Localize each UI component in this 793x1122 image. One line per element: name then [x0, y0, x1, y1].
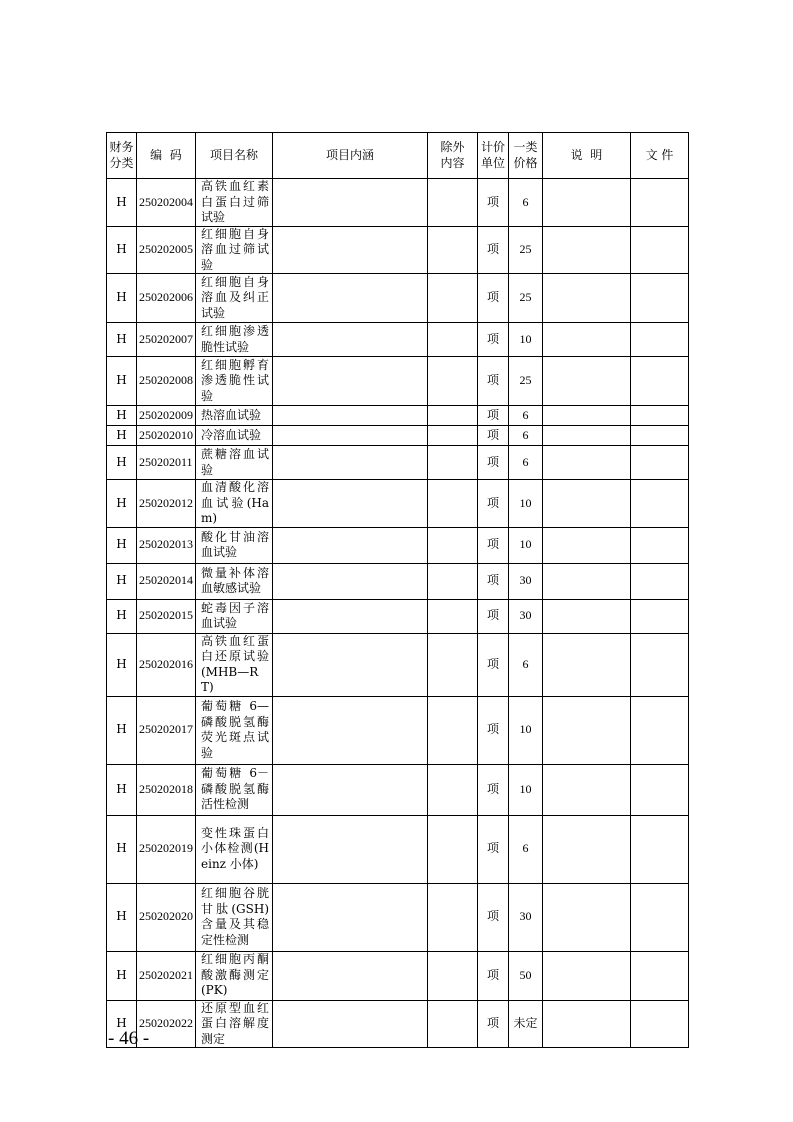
category-cell: H: [107, 406, 137, 426]
content-cell: [273, 226, 428, 274]
content-cell: [273, 480, 428, 528]
price-cell: 30: [509, 599, 543, 633]
name-cell: 变性珠蛋白小体检测(Heinz 小体): [196, 815, 273, 883]
note-cell: [543, 226, 631, 274]
price-cell: 30: [509, 563, 543, 599]
content-cell: [273, 426, 428, 446]
note-cell: [543, 764, 631, 815]
name-cell: 红细胞渗透脆性试验: [196, 323, 273, 357]
doc-cell: [631, 323, 689, 357]
content-cell: [273, 696, 428, 764]
price-cell: 10: [509, 323, 543, 357]
name-cell: 微量补体溶血敏感试验: [196, 563, 273, 599]
table-row: [107, 179, 689, 227]
doc-cell: [631, 764, 689, 815]
code-cell: 250202013: [137, 527, 196, 563]
unit-cell: 项: [478, 226, 509, 274]
content-cell: [273, 179, 428, 227]
header-unit: 计价单位: [478, 133, 509, 179]
excluded-cell: [428, 696, 478, 764]
note-cell: [543, 633, 631, 696]
doc-cell: [631, 696, 689, 764]
category-cell: H: [107, 599, 137, 633]
price-cell: 10: [509, 696, 543, 764]
doc-cell: [631, 406, 689, 426]
content-cell: [273, 357, 428, 406]
name-cell: 热溶血试验: [196, 406, 273, 426]
price-cell: 10: [509, 764, 543, 815]
note-cell: [543, 1000, 631, 1048]
table-row: [107, 527, 689, 563]
doc-cell: [631, 815, 689, 883]
unit-cell: 项: [478, 179, 509, 227]
unit-cell: 项: [478, 883, 509, 951]
unit-cell: 项: [478, 563, 509, 599]
excluded-cell: [428, 426, 478, 446]
unit-cell: 项: [478, 951, 509, 1000]
price-cell: 6: [509, 426, 543, 446]
doc-cell: [631, 226, 689, 274]
header-doc: 文 件: [631, 133, 689, 179]
header-excluded: 除外内容: [428, 133, 478, 179]
price-cell: 未定: [509, 1000, 543, 1048]
unit-cell: 项: [478, 1000, 509, 1048]
table-row: [107, 406, 689, 426]
code-cell: 250202012: [137, 480, 196, 528]
doc-cell: [631, 883, 689, 951]
table-row: [107, 274, 689, 323]
header-category: 财务分类: [107, 133, 137, 179]
code-cell: 250202009: [137, 406, 196, 426]
table-row: [107, 815, 689, 883]
excluded-cell: [428, 527, 478, 563]
content-cell: [273, 406, 428, 426]
table-row: [107, 951, 689, 1000]
table-row: [107, 426, 689, 446]
code-cell: 250202005: [137, 226, 196, 274]
unit-cell: 项: [478, 599, 509, 633]
doc-cell: [631, 426, 689, 446]
content-cell: [273, 446, 428, 480]
doc-cell: [631, 274, 689, 323]
code-cell: 250202018: [137, 764, 196, 815]
content-cell: [273, 1000, 428, 1048]
note-cell: [543, 446, 631, 480]
excluded-cell: [428, 406, 478, 426]
category-cell: H: [107, 696, 137, 764]
note-cell: [543, 480, 631, 528]
excluded-cell: [428, 633, 478, 696]
code-cell: 250202017: [137, 696, 196, 764]
excluded-cell: [428, 599, 478, 633]
note-cell: [543, 599, 631, 633]
unit-cell: 项: [478, 274, 509, 323]
excluded-cell: [428, 274, 478, 323]
doc-cell: [631, 527, 689, 563]
excluded-cell: [428, 179, 478, 227]
content-cell: [273, 563, 428, 599]
name-cell: 红细胞谷胱甘肽(GSH)含量及其稳定性检测: [196, 883, 273, 951]
table-row: [107, 226, 689, 274]
unit-cell: 项: [478, 633, 509, 696]
category-cell: H: [107, 179, 137, 227]
excluded-cell: [428, 1000, 478, 1048]
unit-cell: 项: [478, 426, 509, 446]
unit-cell: 项: [478, 323, 509, 357]
code-cell: 250202015: [137, 599, 196, 633]
content-cell: [273, 274, 428, 323]
doc-cell: [631, 179, 689, 227]
code-cell: 250202004: [137, 179, 196, 227]
code-cell: 250202021: [137, 951, 196, 1000]
name-cell: 高铁血红蛋白还原试验(MHB—RT): [196, 633, 273, 696]
price-cell: 30: [509, 883, 543, 951]
doc-cell: [631, 357, 689, 406]
excluded-cell: [428, 951, 478, 1000]
name-cell: 葡萄糖 6－磷酸脱氢酶活性检测: [196, 764, 273, 815]
category-cell: H: [107, 764, 137, 815]
table-row: [107, 599, 689, 633]
name-cell: 蔗糖溶血试验: [196, 446, 273, 480]
name-cell: 红细胞自身溶血及纠正试验: [196, 274, 273, 323]
note-cell: [543, 527, 631, 563]
table-row: [107, 1000, 689, 1048]
note-cell: [543, 323, 631, 357]
doc-cell: [631, 951, 689, 1000]
content-cell: [273, 633, 428, 696]
header-price: 一类价格: [509, 133, 543, 179]
doc-cell: [631, 446, 689, 480]
unit-cell: 项: [478, 480, 509, 528]
price-cell: 25: [509, 357, 543, 406]
code-cell: 250202008: [137, 357, 196, 406]
content-cell: [273, 599, 428, 633]
category-cell: H: [107, 1000, 137, 1048]
doc-cell: [631, 563, 689, 599]
name-cell: 冷溶血试验: [196, 426, 273, 446]
name-cell: 蛇毒因子溶血试验: [196, 599, 273, 633]
excluded-cell: [428, 883, 478, 951]
page-number: - 46 -: [108, 1028, 150, 1049]
content-cell: [273, 951, 428, 1000]
unit-cell: 项: [478, 406, 509, 426]
code-cell: 250202011: [137, 446, 196, 480]
doc-cell: [631, 480, 689, 528]
category-cell: H: [107, 274, 137, 323]
note-cell: [543, 274, 631, 323]
header-note: 说 明: [543, 133, 631, 179]
name-cell: 红细胞孵育渗透脆性试验: [196, 357, 273, 406]
category-cell: H: [107, 815, 137, 883]
name-cell: 高铁血红素白蛋白过筛试验: [196, 179, 273, 227]
code-cell: 250202006: [137, 274, 196, 323]
category-cell: H: [107, 951, 137, 1000]
category-cell: H: [107, 480, 137, 528]
note-cell: [543, 883, 631, 951]
code-cell: 250202007: [137, 323, 196, 357]
table-row: [107, 633, 689, 696]
price-cell: 50: [509, 951, 543, 1000]
price-cell: 10: [509, 480, 543, 528]
content-cell: [273, 764, 428, 815]
price-cell: 6: [509, 179, 543, 227]
code-cell: 250202010: [137, 426, 196, 446]
category-cell: H: [107, 357, 137, 406]
unit-cell: 项: [478, 357, 509, 406]
excluded-cell: [428, 480, 478, 528]
doc-cell: [631, 599, 689, 633]
table-row: [107, 323, 689, 357]
content-cell: [273, 815, 428, 883]
name-cell: 酸化甘油溶血试验: [196, 527, 273, 563]
excluded-cell: [428, 357, 478, 406]
table-row: [107, 357, 689, 406]
unit-cell: 项: [478, 446, 509, 480]
price-cell: 6: [509, 633, 543, 696]
doc-cell: [631, 1000, 689, 1048]
unit-cell: 项: [478, 696, 509, 764]
note-cell: [543, 815, 631, 883]
name-cell: 还原型血红蛋白溶解度测定: [196, 1000, 273, 1048]
unit-cell: 项: [478, 527, 509, 563]
excluded-cell: [428, 323, 478, 357]
category-cell: H: [107, 563, 137, 599]
note-cell: [543, 406, 631, 426]
category-cell: H: [107, 446, 137, 480]
price-cell: 25: [509, 274, 543, 323]
unit-cell: 项: [478, 815, 509, 883]
category-cell: H: [107, 226, 137, 274]
header-content: 项目内涵: [273, 133, 428, 179]
note-cell: [543, 696, 631, 764]
header-code: 编 码: [137, 133, 196, 179]
note-cell: [543, 426, 631, 446]
name-cell: 红细胞自身溶血过筛试验: [196, 226, 273, 274]
name-cell: 红细胞丙酮酸激酶测定(PK): [196, 951, 273, 1000]
header-name: 项目名称: [196, 133, 273, 179]
code-cell: 250202022: [137, 1000, 196, 1048]
name-cell: 血清酸化溶血试验(Ham): [196, 480, 273, 528]
code-cell: 250202019: [137, 815, 196, 883]
table-row: [107, 480, 689, 528]
content-cell: [273, 527, 428, 563]
category-cell: H: [107, 323, 137, 357]
price-cell: 6: [509, 446, 543, 480]
price-cell: 25: [509, 226, 543, 274]
header-row: [107, 133, 689, 179]
price-cell: 6: [509, 406, 543, 426]
excluded-cell: [428, 563, 478, 599]
table-row: [107, 696, 689, 764]
price-cell: 10: [509, 527, 543, 563]
table-row: [107, 446, 689, 480]
name-cell: 葡萄糖 6—磷酸脱氢酶荧光斑点试验: [196, 696, 273, 764]
code-cell: 250202014: [137, 563, 196, 599]
excluded-cell: [428, 764, 478, 815]
content-cell: [273, 883, 428, 951]
note-cell: [543, 951, 631, 1000]
code-cell: 250202016: [137, 633, 196, 696]
excluded-cell: [428, 226, 478, 274]
category-cell: H: [107, 527, 137, 563]
category-cell: H: [107, 633, 137, 696]
table-row: [107, 563, 689, 599]
category-cell: H: [107, 426, 137, 446]
excluded-cell: [428, 815, 478, 883]
table-row: [107, 764, 689, 815]
excluded-cell: [428, 446, 478, 480]
code-cell: 250202020: [137, 883, 196, 951]
note-cell: [543, 563, 631, 599]
content-cell: [273, 323, 428, 357]
unit-cell: 项: [478, 764, 509, 815]
note-cell: [543, 179, 631, 227]
fee-table: [106, 132, 689, 1048]
table-row: [107, 883, 689, 951]
price-cell: 6: [509, 815, 543, 883]
note-cell: [543, 357, 631, 406]
category-cell: H: [107, 883, 137, 951]
doc-cell: [631, 633, 689, 696]
